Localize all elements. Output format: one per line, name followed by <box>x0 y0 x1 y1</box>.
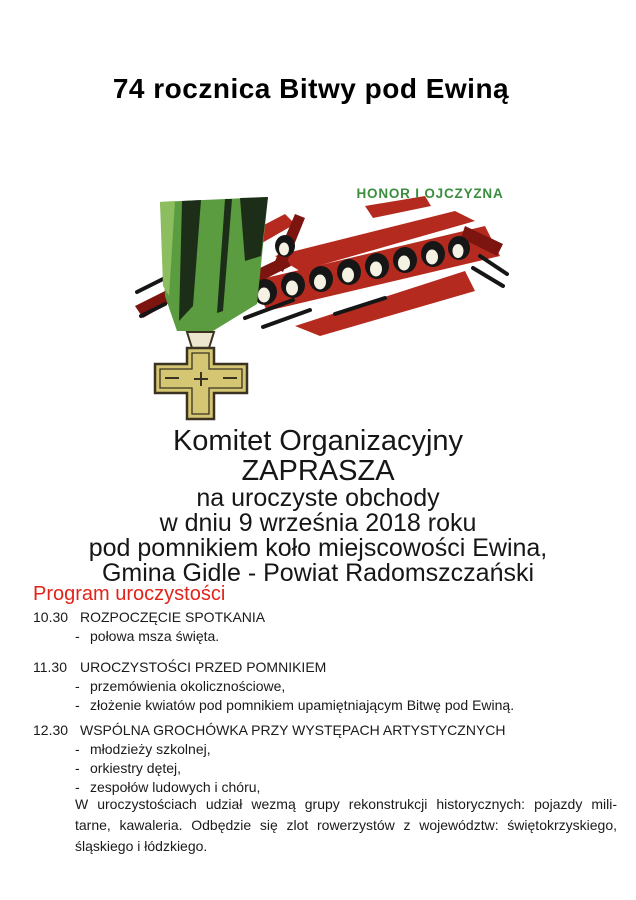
program-time: 12.30 <box>33 722 69 738</box>
program-subitem-text: młodzieży szkolnej, <box>90 741 211 757</box>
invitation-line-committee: Komitet Organizacyjny <box>172 425 464 457</box>
program-subitem-text: połowa msza święta. <box>90 628 220 644</box>
closing-paragraph <box>75 794 617 857</box>
program-subitem <box>0 759 620 778</box>
list-dash: - <box>75 760 80 776</box>
invitation-line-occasion: na uroczyste obchody <box>196 484 440 512</box>
list-dash: - <box>75 741 80 757</box>
closing-paragraph-line: W uroczystościach udział wezmą grupy rekonstrukcji historycznych: pojazdy mili- <box>75 796 617 812</box>
program-title: UROCZYSTOŚCI PRZED POMNIKIEM <box>80 659 327 675</box>
program-subitem-text: zespołów ludowych i chóru, <box>90 779 261 795</box>
invitation-line-date: w dniu 9 września 2018 roku <box>159 509 477 537</box>
program-subitem <box>0 740 620 759</box>
list-dash: - <box>75 628 80 644</box>
list-dash: - <box>75 697 80 713</box>
invitation-line-invites: ZAPRASZA <box>241 455 395 487</box>
program-subitem <box>0 696 620 715</box>
closing-paragraph-line: śląskiego i łódzkiego. <box>75 838 208 854</box>
honor-ojczyzna-caption: HONOR I OJCZYZNA <box>356 186 504 201</box>
closing-paragraph-line: tarne, kawaleria. Odbędzie się zlot rowerzystów z województw: świętokrzyskiego, <box>75 817 617 833</box>
list-dash: - <box>75 779 80 795</box>
program-schedule <box>0 608 620 797</box>
list-dash: - <box>75 678 80 694</box>
program-subitem-text: przemówienia okolicznościowe, <box>90 678 286 694</box>
spacer <box>0 646 620 658</box>
partisan-cross-illustration <box>135 186 510 421</box>
program-title: ROZPOCZĘCIE SPOTKANIA <box>80 609 266 625</box>
medal-ribbon <box>160 197 268 331</box>
partisan-cross <box>155 348 247 419</box>
program-subitem-text: złożenie kwiatów pod pomnikiem upamiętniającym Bitwę pod Ewiną. <box>90 697 515 713</box>
page-title: 74 rocznica Bitwy pod Ewiną <box>112 73 510 104</box>
program-subitem <box>0 677 620 696</box>
program-header: Program uroczystości <box>33 583 226 605</box>
invitation-line-place: pod pomnikiem koło miejscowości Ewina, <box>88 534 548 562</box>
program-item-2 <box>0 658 620 677</box>
program-item-1 <box>0 608 620 627</box>
invitation-line-district: Gmina Gidle - Powiat Radomszczański <box>101 559 535 587</box>
medal-graphic <box>135 186 510 421</box>
program-subitem-text: orkiestry dętej, <box>90 760 182 776</box>
program-title: WSPÓLNA GROCHÓWKA PRZY WYSTĘPACH ARTYSTYCZNYCH <box>80 722 506 738</box>
program-item-3 <box>0 721 620 740</box>
program-subitem <box>0 627 620 646</box>
program-time: 11.30 <box>33 659 67 675</box>
invitation-block <box>0 426 636 586</box>
program-time: 10.30 <box>33 609 69 625</box>
